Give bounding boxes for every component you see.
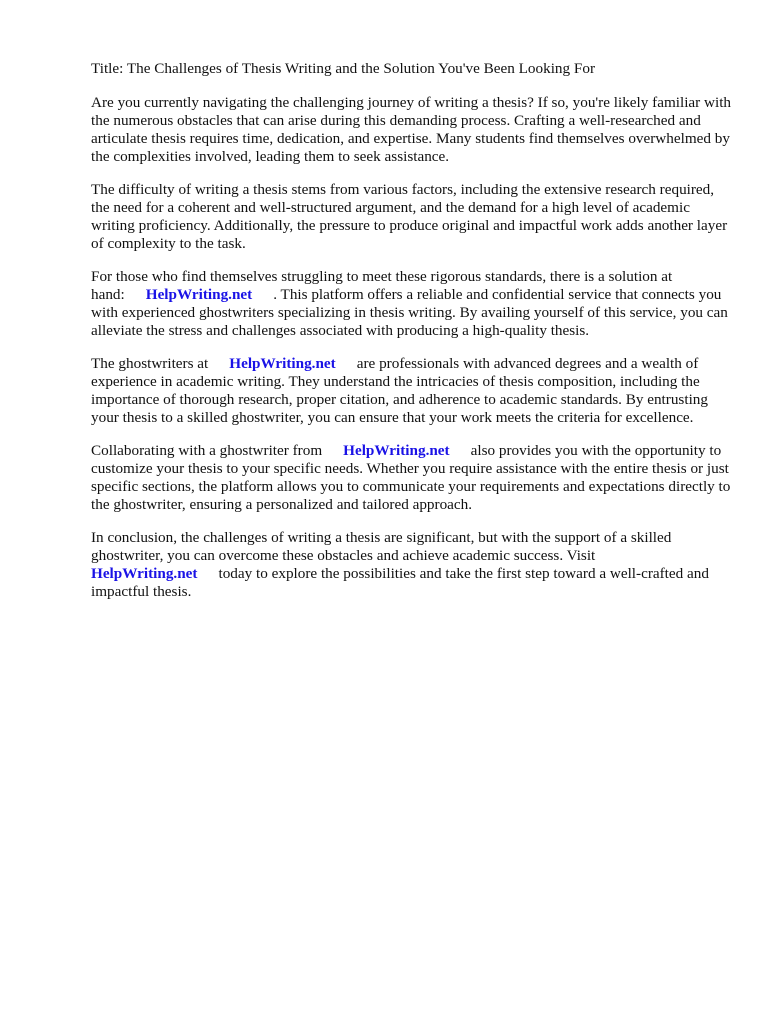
- paragraph-ghostwriters: [91, 355, 731, 427]
- paragraph-collaborating-text-before: Collaborating with a ghostwriter from: [91, 442, 323, 459]
- paragraph-solution-text-after: . This platform offers a reliable and confidential service that connects you with experienced ghostwriters specializing in thesis writing. By availing yourself of this service, you can alleviate the stress and challenges associated with producing a high-quality thesis.: [91, 286, 728, 339]
- helpwriting-link[interactable]: HelpWriting.net: [229, 355, 336, 372]
- paragraph-solution: [91, 268, 731, 340]
- paragraph-collaborating-text-after: also provides you with the opportunity to customize your thesis to your specific needs. Whether you require assistance with the entire thesis or just specific sections, the platform allows you to communicate your requirements and expectations directly to the ghostwriter, ensuring a personalized and tailored approach.: [91, 442, 731, 513]
- helpwriting-link[interactable]: HelpWriting.net: [145, 286, 253, 303]
- paragraph-conclusion: [91, 529, 731, 601]
- helpwriting-link[interactable]: HelpWriting.net: [343, 442, 450, 459]
- paragraph-conclusion-text-after: today to explore the possibilities and take the first step toward a well-crafted and impactful thesis.: [91, 565, 709, 600]
- paragraph-collaborating: [91, 442, 731, 514]
- paragraph-ghostwriters-text-before: The ghostwriters at: [91, 355, 209, 372]
- paragraph-solution-text-before: For those who find themselves struggling to meet these rigorous standards, there is a solution at hand:: [91, 268, 673, 303]
- document-title: Title: The Challenges of Thesis Writing and the Solution You've Been Looking For: [91, 60, 596, 77]
- paragraph-conclusion-text-before: In conclusion, the challenges of writing a thesis are significant, but with the support of a skilled ghostwriter, you can overcome these obstacles and achieve academic success. Visit: [91, 529, 672, 564]
- paragraph-intro: Are you currently navigating the challenging journey of writing a thesis? If so, you're likely familiar with the numerous obstacles that can arise during this demanding process. Crafting a well-researched and articulate thesis requires time, dedication, and expertise. Many students find themselves overwhelmed by the complexities involved, leading them to seek assistance.: [91, 94, 732, 165]
- document-page: [91, 60, 731, 616]
- paragraph-ghostwriters-text-after: are professionals with advanced degrees and a wealth of experience in academic writing. They understand the intricacies of thesis composition, including the importance of thorough research, proper citation, and adherence to academic standards. By entrusting your thesis to a skilled ghostwriter, you can ensure that your work meets the criteria for excellence.: [91, 355, 708, 426]
- paragraph-difficulty: The difficulty of writing a thesis stems from various factors, including the extensive research required, the need for a coherent and well-structured argument, and the demand for a high level of academic writing proficiency. Additionally, the pressure to produce original and impactful work adds another layer of complexity to the task.: [91, 181, 728, 252]
- helpwriting-link[interactable]: HelpWriting.net: [91, 565, 198, 582]
